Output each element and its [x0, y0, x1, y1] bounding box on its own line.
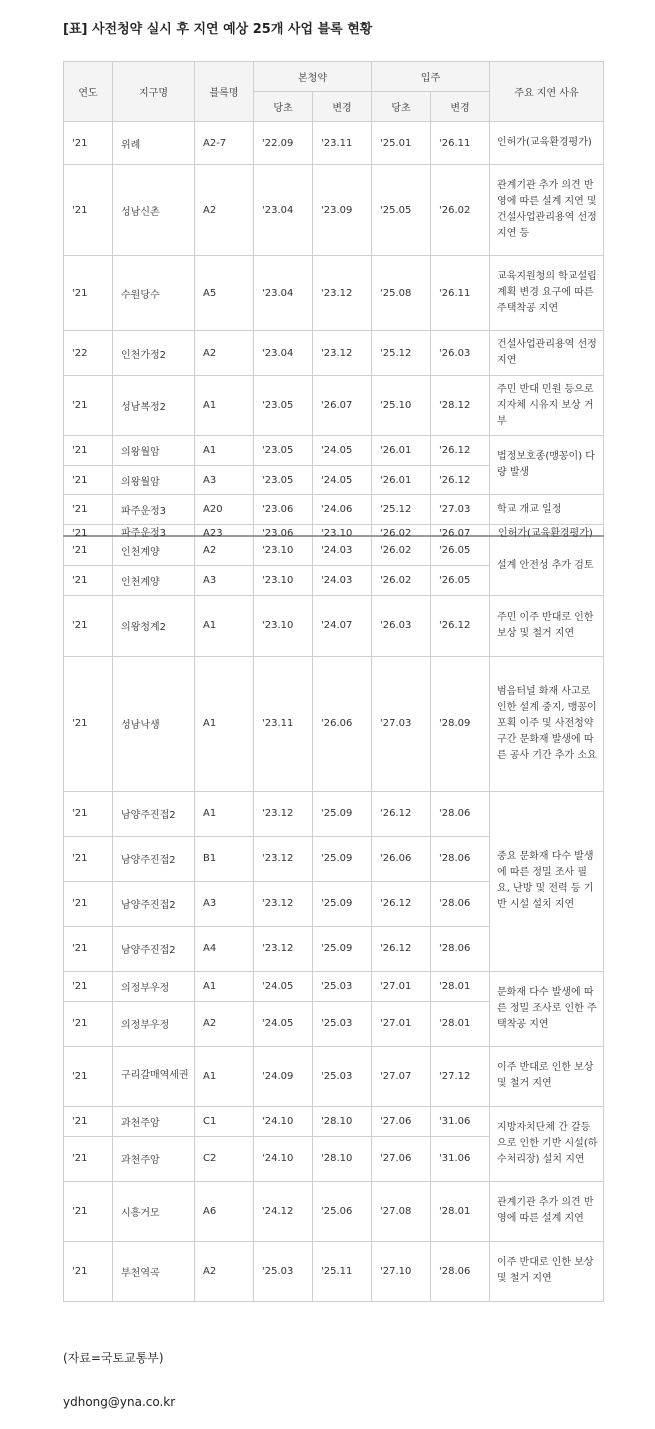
cell-block: A3 — [195, 881, 254, 926]
table-row — [64, 656, 604, 791]
header-move-changed: 변경 — [431, 92, 490, 122]
cell-main-orig: '23.05 — [254, 436, 313, 466]
cell-reason: 범음터널 화재 사고로 인한 설계 중지, 맹꽁이 포획 이주 및 사전청약 구간 문화재 발생에 따른 공사 기간 추가 소요 — [490, 656, 604, 791]
cell-move-orig: '26.01 — [372, 466, 431, 495]
cell-district: 의정부우정 — [113, 971, 195, 1001]
cell-reason: 이주 반대로 인한 보상 및 철거 지연 — [490, 1241, 604, 1301]
cell-main-new: '26.07 — [313, 376, 372, 436]
cell-move-new: '26.11 — [431, 256, 490, 331]
cell-block: A1 — [195, 656, 254, 791]
cell-year: '21 — [64, 1181, 113, 1241]
cell-main-orig: '24.05 — [254, 971, 313, 1001]
table-row — [64, 122, 604, 165]
cell-main-orig: '23.06 — [254, 525, 313, 537]
cell-main-orig: '23.04 — [254, 165, 313, 256]
cell-year: '21 — [64, 1001, 113, 1046]
cell-move-new: '26.05 — [431, 565, 490, 595]
cell-reason: 건설사업관리용역 선정 지연 — [490, 331, 604, 376]
cell-move-orig: '26.02 — [372, 525, 431, 537]
cell-move-new: '28.06 — [431, 836, 490, 881]
cell-move-orig: '27.06 — [372, 1106, 431, 1136]
cell-district: 파주운정3 — [113, 495, 195, 525]
cell-block: A3 — [195, 565, 254, 595]
cell-year: '21 — [64, 165, 113, 256]
cell-district: 시흥거모 — [113, 1181, 195, 1241]
cell-reason: 관계기관 추가 의견 반영에 따른 설계 지연 — [490, 1181, 604, 1241]
cell-main-new: '23.11 — [313, 122, 372, 165]
cell-block: A20 — [195, 495, 254, 525]
cell-main-new: '24.07 — [313, 595, 372, 656]
header-block: 블록명 — [195, 62, 254, 122]
table-row — [64, 256, 604, 331]
table-row — [64, 436, 604, 466]
cell-reason: 관계기관 추가 의견 반영에 따른 설계 지연 및 건설사업관리용역 선정 지연 등 — [490, 165, 604, 256]
cell-main-orig: '23.12 — [254, 881, 313, 926]
cell-block: A1 — [195, 595, 254, 656]
cell-reason: 주민 이주 반대로 인한 보상 및 철거 지연 — [490, 595, 604, 656]
cell-district: 인천가정2 — [113, 331, 195, 376]
cell-move-orig: '27.01 — [372, 1001, 431, 1046]
cell-district: 위례 — [113, 122, 195, 165]
table-row — [64, 971, 604, 1001]
cell-year: '21 — [64, 436, 113, 466]
cell-move-orig: '25.12 — [372, 495, 431, 525]
cell-move-new: '28.09 — [431, 656, 490, 791]
cell-main-new: '23.12 — [313, 331, 372, 376]
cell-move-orig: '26.12 — [372, 881, 431, 926]
cell-block: B1 — [195, 836, 254, 881]
cell-move-orig: '27.08 — [372, 1181, 431, 1241]
table-row — [64, 495, 604, 525]
cell-main-new: '25.11 — [313, 1241, 372, 1301]
cell-move-orig: '25.08 — [372, 256, 431, 331]
cell-main-new: '24.06 — [313, 495, 372, 525]
cell-main-new: '23.12 — [313, 256, 372, 331]
cell-district: 과천주암 — [113, 1136, 195, 1181]
table-row-clipped — [64, 525, 604, 537]
cell-move-new: '28.06 — [431, 881, 490, 926]
cell-main-new: '23.09 — [313, 165, 372, 256]
cell-move-new: '28.06 — [431, 791, 490, 836]
delay-table — [63, 61, 604, 1302]
header-year: 연도 — [64, 62, 113, 122]
cell-main-new: '24.03 — [313, 536, 372, 565]
cell-main-new: '25.09 — [313, 881, 372, 926]
cell-move-new: '27.12 — [431, 1046, 490, 1106]
cell-district: 의왕월암 — [113, 436, 195, 466]
cell-block: A5 — [195, 256, 254, 331]
cell-year: '21 — [64, 836, 113, 881]
cell-year: '21 — [64, 1106, 113, 1136]
header-main-orig: 당초 — [254, 92, 313, 122]
cell-block: A2 — [195, 536, 254, 565]
cell-move-orig: '26.12 — [372, 791, 431, 836]
cell-block: A2 — [195, 1241, 254, 1301]
cell-year: '21 — [64, 256, 113, 331]
cell-main-orig: '24.10 — [254, 1136, 313, 1181]
cell-district: 인천계양 — [113, 536, 195, 565]
cell-move-orig: '25.10 — [372, 376, 431, 436]
cell-district: 남양주진접2 — [113, 881, 195, 926]
cell-move-new: '26.07 — [431, 525, 490, 537]
cell-district: 의왕월암 — [113, 466, 195, 495]
cell-main-new: '24.05 — [313, 466, 372, 495]
cell-year: '21 — [64, 565, 113, 595]
cell-move-orig: '27.06 — [372, 1136, 431, 1181]
source-note: (자료=국토교통부) — [63, 1351, 164, 1365]
cell-district: 구리갈매역세권 — [113, 1046, 195, 1106]
cell-move-orig: '27.07 — [372, 1046, 431, 1106]
cell-year: '21 — [64, 881, 113, 926]
cell-move-new: '26.02 — [431, 165, 490, 256]
cell-main-new: '25.03 — [313, 971, 372, 1001]
table-row — [64, 595, 604, 656]
cell-main-new: '25.09 — [313, 791, 372, 836]
cell-main-orig: '24.10 — [254, 1106, 313, 1136]
cell-move-new: '26.11 — [431, 122, 490, 165]
cell-reason: 법정보호종(맹꽁이) 다량 발생 — [490, 436, 604, 495]
cell-main-orig: '23.06 — [254, 495, 313, 525]
cell-main-new: '28.10 — [313, 1136, 372, 1181]
cell-main-new: '24.05 — [313, 436, 372, 466]
cell-year: '21 — [64, 1241, 113, 1301]
cell-main-orig: '23.05 — [254, 376, 313, 436]
cell-main-orig: '23.12 — [254, 791, 313, 836]
cell-district: 과천주암 — [113, 1106, 195, 1136]
cell-block: A1 — [195, 791, 254, 836]
cell-main-new: '23.10 — [313, 525, 372, 537]
cell-district: 남양주진접2 — [113, 791, 195, 836]
cell-block: A1 — [195, 376, 254, 436]
cell-main-new: '28.10 — [313, 1106, 372, 1136]
cell-reason: 인허가(교육환경평가) — [490, 122, 604, 165]
cell-block: A23 — [195, 525, 254, 537]
cell-move-orig: '26.01 — [372, 436, 431, 466]
cell-move-new: '28.06 — [431, 926, 490, 971]
table-row — [64, 376, 604, 436]
header-main-subscription: 본청약 — [254, 62, 372, 92]
cell-main-orig: '24.12 — [254, 1181, 313, 1241]
cell-district: 의왕청계2 — [113, 595, 195, 656]
cell-main-new: '25.06 — [313, 1181, 372, 1241]
cell-year: '21 — [64, 1046, 113, 1106]
cell-year: '21 — [64, 656, 113, 791]
cell-move-new: '26.12 — [431, 466, 490, 495]
cell-move-new: '26.03 — [431, 331, 490, 376]
cell-district: 수원당수 — [113, 256, 195, 331]
cell-block: A2 — [195, 1001, 254, 1046]
cell-main-orig: '23.04 — [254, 331, 313, 376]
cell-move-orig: '25.05 — [372, 165, 431, 256]
reporter-email: ydhong@yna.co.kr — [63, 1395, 176, 1409]
cell-main-orig: '23.10 — [254, 595, 313, 656]
cell-move-orig: '27.10 — [372, 1241, 431, 1301]
cell-move-orig: '26.02 — [372, 536, 431, 565]
cell-main-orig: '23.04 — [254, 256, 313, 331]
table-row — [64, 791, 604, 836]
cell-district: 성남복정2 — [113, 376, 195, 436]
cell-block: C2 — [195, 1136, 254, 1181]
cell-main-new: '25.09 — [313, 836, 372, 881]
cell-reason: 인허가(교육환경평가) — [490, 525, 604, 537]
cell-move-new: '27.03 — [431, 495, 490, 525]
cell-move-orig: '26.12 — [372, 926, 431, 971]
table-row — [64, 1241, 604, 1301]
cell-move-orig: '26.02 — [372, 565, 431, 595]
table-row — [64, 165, 604, 256]
cell-move-new: '28.01 — [431, 971, 490, 1001]
cell-year: '21 — [64, 536, 113, 565]
cell-year: '21 — [64, 1136, 113, 1181]
cell-reason: 교육지원청의 학교설립계획 변경 요구에 따른 주택착공 지연 — [490, 256, 604, 331]
cell-main-new: '25.09 — [313, 926, 372, 971]
cell-year: '21 — [64, 376, 113, 436]
cell-district: 의정부우정 — [113, 1001, 195, 1046]
cell-block: A2-7 — [195, 122, 254, 165]
cell-district: 남양주진접2 — [113, 926, 195, 971]
header-reason: 주요 지연 사유 — [490, 62, 604, 122]
cell-year: '22 — [64, 331, 113, 376]
cell-main-orig: '22.09 — [254, 122, 313, 165]
cell-main-orig: '23.10 — [254, 565, 313, 595]
cell-district: 남양주진접2 — [113, 836, 195, 881]
cell-year: '21 — [64, 595, 113, 656]
cell-main-orig: '23.11 — [254, 656, 313, 791]
cell-main-new: '26.06 — [313, 656, 372, 791]
cell-main-new: '25.03 — [313, 1001, 372, 1046]
table-row — [64, 331, 604, 376]
cell-main-orig: '25.03 — [254, 1241, 313, 1301]
cell-move-new: '31.06 — [431, 1106, 490, 1136]
cell-move-new: '26.12 — [431, 595, 490, 656]
table-row — [64, 1181, 604, 1241]
cell-year: '21 — [64, 495, 113, 525]
cell-main-orig: '24.05 — [254, 1001, 313, 1046]
cell-block: A1 — [195, 436, 254, 466]
cell-move-new: '26.05 — [431, 536, 490, 565]
cell-year: '21 — [64, 926, 113, 971]
cell-move-new: '28.01 — [431, 1001, 490, 1046]
header-main-changed: 변경 — [313, 92, 372, 122]
cell-reason: 지방자치단체 간 갈등으로 인한 기반 시설(하수처리장) 설치 지연 — [490, 1106, 604, 1181]
cell-year: '21 — [64, 466, 113, 495]
cell-year: '21 — [64, 525, 113, 537]
table-row — [64, 536, 604, 565]
table-row — [64, 1106, 604, 1136]
cell-block: A3 — [195, 466, 254, 495]
cell-main-orig: '23.05 — [254, 466, 313, 495]
cell-main-orig: '24.09 — [254, 1046, 313, 1106]
cell-block: A1 — [195, 1046, 254, 1106]
cell-reason: 설계 안전성 추가 검토 — [490, 536, 604, 595]
cell-year: '21 — [64, 971, 113, 1001]
cell-district: 성남낙생 — [113, 656, 195, 791]
cell-move-orig: '27.01 — [372, 971, 431, 1001]
cell-block: A2 — [195, 331, 254, 376]
cell-reason: 학교 개교 일정 — [490, 495, 604, 525]
header-move-in: 입주 — [372, 62, 490, 92]
cell-block: A1 — [195, 971, 254, 1001]
cell-move-new: '28.12 — [431, 376, 490, 436]
cell-reason: 문화재 다수 발생에 따른 정밀 조사로 인한 주택착공 지연 — [490, 971, 604, 1046]
cell-move-orig: '25.01 — [372, 122, 431, 165]
cell-year: '21 — [64, 791, 113, 836]
cell-move-new: '31.06 — [431, 1136, 490, 1181]
cell-move-orig: '26.06 — [372, 836, 431, 881]
cell-move-new: '28.06 — [431, 1241, 490, 1301]
cell-main-orig: '23.10 — [254, 536, 313, 565]
cell-move-orig: '27.03 — [372, 656, 431, 791]
cell-district: 인천계양 — [113, 565, 195, 595]
cell-district: 파주운정3 — [113, 525, 195, 537]
cell-move-orig: '25.12 — [372, 331, 431, 376]
cell-district: 부천역곡 — [113, 1241, 195, 1301]
cell-reason: 주민 반대 민원 등으로 지자체 시유지 보상 거부 — [490, 376, 604, 436]
cell-reason: 중요 문화재 다수 발생에 따른 정밀 조사 필요, 난방 및 전력 등 기반 시설 설치 지연 — [490, 791, 604, 971]
cell-block: A4 — [195, 926, 254, 971]
cell-main-orig: '23.12 — [254, 926, 313, 971]
header-move-orig: 당초 — [372, 92, 431, 122]
cell-district: 성남신촌 — [113, 165, 195, 256]
table-row — [64, 1046, 604, 1106]
cell-block: A6 — [195, 1181, 254, 1241]
cell-block: A2 — [195, 165, 254, 256]
cell-block: C1 — [195, 1106, 254, 1136]
cell-main-orig: '23.12 — [254, 836, 313, 881]
cell-reason: 이주 반대로 인한 보상 및 철거 지연 — [490, 1046, 604, 1106]
cell-move-new: '28.01 — [431, 1181, 490, 1241]
table-caption: [표] 사전청약 실시 후 지연 예상 25개 사업 블록 현황 — [63, 22, 373, 37]
cell-move-new: '26.12 — [431, 436, 490, 466]
header-district: 지구명 — [113, 62, 195, 122]
cell-move-orig: '26.03 — [372, 595, 431, 656]
cell-year: '21 — [64, 122, 113, 165]
cell-main-new: '24.03 — [313, 565, 372, 595]
cell-main-new: '25.03 — [313, 1046, 372, 1106]
